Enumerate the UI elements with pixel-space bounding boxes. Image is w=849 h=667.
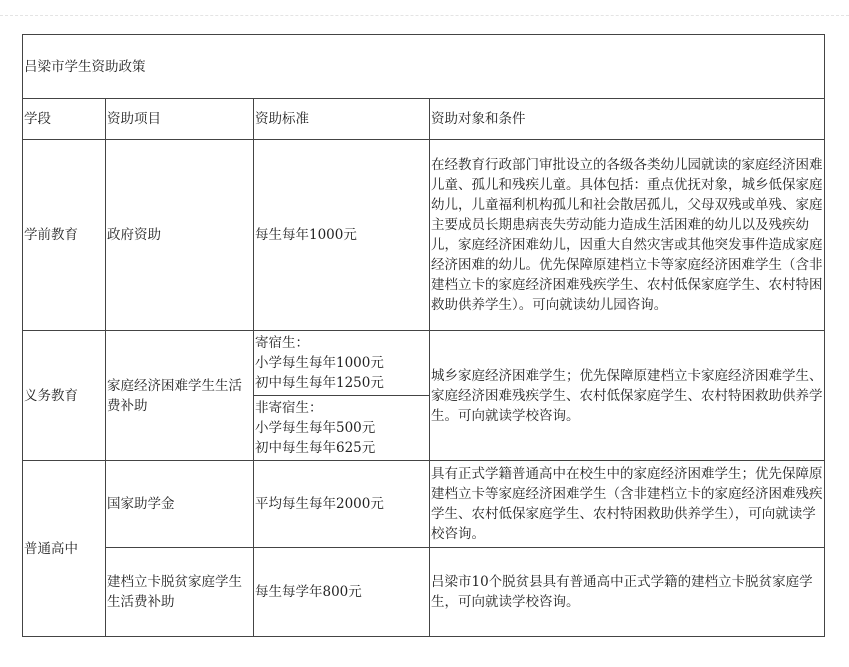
compulsory-conditions: 城乡家庭经济困难学生；优先保障原建档立卡家庭经济困难学生、家庭经济困难残疾学生、农村低保家庭学生、农村特困救助供养学生。可向就读学校咨询。 — [430, 331, 825, 461]
header-standard: 资助标准 — [254, 99, 430, 140]
grant-conditions: 具有正式学籍普通高中在校生中的家庭经济困难学生；优先保障原建档立卡等家庭经济困难学生（含非建档立卡的家庭经济困难残疾学生、农村低保家庭学生、农村特困救助供养学生），可向就读学校咨询。 — [430, 461, 825, 548]
boarding-standard — [254, 331, 430, 396]
header-row — [23, 99, 825, 140]
header-stage: 学段 — [23, 99, 106, 140]
non-boarding-label: 非寄宿生： — [255, 400, 323, 416]
poverty-subsidy-project: 建档立卡脱贫家庭学生生活费补助 — [106, 548, 254, 637]
poverty-subsidy-standard: 每生每学年800元 — [254, 548, 430, 637]
policy-table — [22, 34, 825, 637]
table-title: 吕梁市学生资助政策 — [23, 35, 825, 99]
boarding-primary: 小学每生每年1000元 — [255, 355, 384, 371]
header-conditions: 资助对象和条件 — [430, 99, 825, 140]
non-boarding-middle: 初中每生每年625元 — [255, 440, 376, 456]
compulsory-stage: 义务教育 — [23, 331, 106, 461]
header-project: 资助项目 — [106, 99, 254, 140]
table-row — [23, 461, 825, 548]
top-divider — [0, 15, 849, 16]
compulsory-project: 家庭经济困难学生生活费补助 — [106, 331, 254, 461]
poverty-subsidy-conditions: 吕梁市10个脱贫县具有普通高中正式学籍的建档立卡脱贫家庭学生，可向就读学校咨询。 — [430, 548, 825, 637]
boarding-label: 寄宿生： — [255, 335, 309, 351]
grant-standard: 平均每生每年2000元 — [254, 461, 430, 548]
preschool-project: 政府资助 — [106, 140, 254, 331]
non-boarding-standard — [254, 396, 430, 461]
non-boarding-primary: 小学每生每年500元 — [255, 420, 376, 436]
preschool-stage: 学前教育 — [23, 140, 106, 331]
grant-project: 国家助学金 — [106, 461, 254, 548]
preschool-standard: 每生每年1000元 — [254, 140, 430, 331]
table-row — [23, 548, 825, 637]
preschool-conditions: 在经教育行政部门审批设立的各级各类幼儿园就读的家庭经济困难儿童、孤儿和残疾儿童。具体包括：重点优抚对象，城乡低保家庭幼儿，儿童福利机构孤儿和社会散居孤儿，父母双残或单残、家庭主要成员长期患病丧失劳动能力造成生活困难的幼儿以及残疾幼儿，家庭经济困难幼儿，因重大自然灾害或其他突发事件造成家庭经济困难的幼儿。优先保障原建档立卡等家庭经济困难学生（含非建档立卡的家庭经济困难残疾学生、农村低保家庭学生、农村特困救助供养学生）。可向就读幼儿园咨询。 — [430, 140, 825, 331]
table-row — [23, 331, 825, 396]
high-school-stage: 普通高中 — [23, 461, 106, 637]
table-row — [23, 140, 825, 331]
boarding-middle: 初中每生每年1250元 — [255, 375, 384, 391]
